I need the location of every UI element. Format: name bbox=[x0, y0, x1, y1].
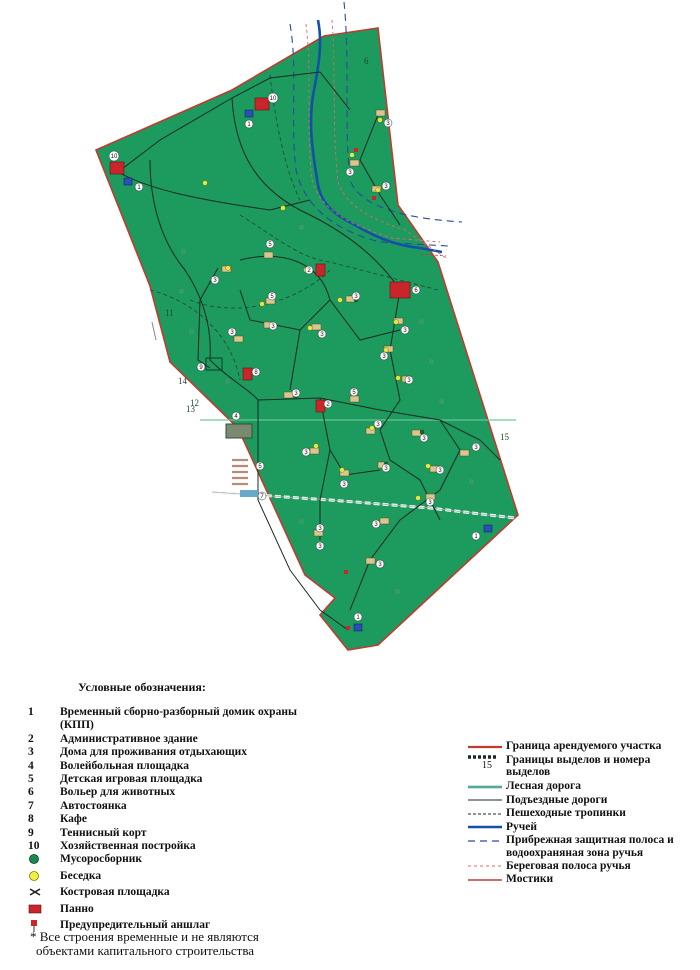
gazebo-dot bbox=[370, 426, 375, 431]
label-badge bbox=[350, 388, 358, 396]
legend-line-item: 15 Границы выделов и номера выделов bbox=[468, 754, 693, 780]
svg-text:3: 3 bbox=[354, 294, 358, 300]
access-road-icon bbox=[468, 797, 502, 803]
svg-text:3: 3 bbox=[474, 445, 478, 451]
guest-house bbox=[350, 396, 359, 402]
label-badge bbox=[316, 524, 324, 532]
forest-road-icon bbox=[468, 784, 502, 790]
gazebo-dot bbox=[340, 468, 345, 473]
legend-line-item: Береговая полоса ручья bbox=[468, 860, 693, 873]
legend-item: Предупредительный аншлаг bbox=[22, 919, 312, 937]
svg-text:3: 3 bbox=[422, 436, 426, 442]
legend-numbered-list bbox=[22, 706, 312, 938]
legend-lines-list bbox=[468, 740, 693, 887]
label-badge bbox=[382, 464, 390, 472]
svg-text:3: 3 bbox=[320, 332, 324, 338]
warning-sign-marker bbox=[354, 148, 358, 152]
utility-building bbox=[110, 162, 124, 174]
parking-lot bbox=[240, 490, 258, 497]
label-badge bbox=[292, 389, 300, 397]
bridge-icon bbox=[468, 877, 502, 883]
label-badge bbox=[268, 292, 276, 300]
label-badge bbox=[426, 498, 434, 506]
label-badge bbox=[232, 412, 240, 420]
label-badge bbox=[109, 151, 119, 161]
legend-item: Мусоросборник bbox=[22, 853, 312, 869]
svg-text:3: 3 bbox=[407, 378, 411, 384]
warning-sign-marker bbox=[344, 570, 348, 574]
admin-building bbox=[316, 400, 325, 412]
section-number: 13 bbox=[186, 404, 195, 414]
legend-line-item: Прибрежная защитная полоса и водоохраняная зона ручья bbox=[468, 834, 693, 859]
section-number: 6 bbox=[364, 56, 369, 66]
label-badge bbox=[324, 400, 332, 408]
leased-area-boundary bbox=[96, 28, 518, 650]
admin-building bbox=[316, 264, 325, 276]
svg-text:6: 6 bbox=[414, 288, 418, 294]
label-badge bbox=[245, 120, 253, 128]
label-badge bbox=[376, 560, 384, 568]
volleyball-court bbox=[226, 424, 252, 438]
svg-text:3: 3 bbox=[428, 500, 432, 506]
svg-text:3: 3 bbox=[374, 522, 378, 528]
label-badge bbox=[252, 368, 260, 376]
svg-text:5: 5 bbox=[352, 390, 356, 396]
label-badge bbox=[420, 434, 428, 442]
campfire-icon bbox=[28, 886, 42, 898]
legend-item: Костровая площадка bbox=[22, 886, 312, 902]
gazebo-dot bbox=[376, 188, 381, 193]
gazebo-dot bbox=[226, 266, 231, 271]
guest-house bbox=[264, 252, 273, 258]
footnote: * Все строения временные и не являются объектами капитального строительства bbox=[30, 929, 259, 958]
label-badge bbox=[340, 480, 348, 488]
svg-text:3: 3 bbox=[342, 482, 346, 488]
guard-house bbox=[245, 110, 253, 117]
legend-item: 2 Административное здание bbox=[28, 732, 198, 745]
svg-text:3: 3 bbox=[376, 422, 380, 428]
legend-title: Условные обозначения: bbox=[78, 680, 206, 694]
shore-strip-icon bbox=[468, 863, 502, 869]
label-badge bbox=[302, 448, 310, 456]
warning-sign-marker bbox=[346, 626, 350, 630]
protection-zone-icon bbox=[468, 838, 502, 844]
label-badge bbox=[374, 420, 382, 428]
legend-item: 1 Временный сборно-разборный домик охраны (КПП) bbox=[28, 706, 297, 732]
legend-line-item: Мостики bbox=[468, 873, 693, 886]
section-number: 11 bbox=[165, 308, 174, 318]
svg-text:3: 3 bbox=[378, 562, 382, 568]
svg-text:1: 1 bbox=[137, 185, 141, 191]
svg-text:1: 1 bbox=[474, 534, 478, 540]
label-badge bbox=[405, 376, 413, 384]
label-badge bbox=[472, 443, 480, 451]
section-number: 12 bbox=[190, 398, 199, 408]
gazebo-dot bbox=[314, 444, 319, 449]
legend-item: 9 Теннисный корт bbox=[28, 826, 147, 839]
svg-text:3: 3 bbox=[384, 184, 388, 190]
stream-icon bbox=[468, 824, 502, 830]
label-badge bbox=[412, 286, 420, 294]
legend-item: 10 Хозяйственная постройка bbox=[28, 840, 196, 853]
boundary-line-icon bbox=[468, 744, 502, 750]
guard-house bbox=[124, 178, 132, 185]
gazebo-dot bbox=[394, 320, 399, 325]
svg-text:10: 10 bbox=[110, 154, 118, 160]
section-number: 14 bbox=[178, 376, 187, 386]
gazebo-dot bbox=[260, 302, 265, 307]
label-badge bbox=[197, 363, 205, 371]
footpath-icon bbox=[468, 811, 502, 817]
section-number: 15 bbox=[500, 432, 509, 442]
guest-house bbox=[460, 450, 469, 456]
svg-text:5: 5 bbox=[270, 294, 274, 300]
svg-text:3: 3 bbox=[438, 468, 442, 474]
guard-house bbox=[354, 624, 362, 631]
label-badge bbox=[269, 322, 277, 330]
svg-text:3: 3 bbox=[318, 544, 322, 550]
warning-sign-marker bbox=[372, 196, 376, 200]
label-badge bbox=[352, 292, 360, 300]
label-badge bbox=[372, 520, 380, 528]
legend-line-item: Подъездные дороги bbox=[468, 794, 693, 807]
gazebo-dot bbox=[350, 153, 355, 158]
label-badge bbox=[380, 352, 388, 360]
svg-text:3: 3 bbox=[213, 278, 217, 284]
legend-item: 6 Вольер для животных bbox=[28, 786, 176, 799]
svg-text:8: 8 bbox=[254, 370, 258, 376]
gazebo-dot bbox=[426, 464, 431, 469]
legend-item: 8 Кафе bbox=[28, 813, 87, 826]
svg-text:7: 7 bbox=[260, 494, 264, 500]
trash-bin-dot bbox=[420, 430, 424, 434]
guest-house bbox=[234, 336, 243, 342]
svg-text:2: 2 bbox=[326, 402, 330, 408]
legend-item: 5 Детская игровая площадка bbox=[28, 773, 203, 786]
guest-house bbox=[376, 110, 385, 116]
guard-house bbox=[484, 525, 492, 532]
svg-text:3: 3 bbox=[304, 450, 308, 456]
label-badge bbox=[266, 240, 274, 248]
svg-text:3: 3 bbox=[386, 121, 390, 127]
label-badge bbox=[305, 266, 313, 274]
legend-line-item: Пешеходные тропинки bbox=[468, 807, 693, 820]
svg-text:3: 3 bbox=[382, 354, 386, 360]
label-badge bbox=[436, 466, 444, 474]
label-badge bbox=[228, 328, 236, 336]
svg-text:3: 3 bbox=[271, 324, 275, 330]
svg-text:1: 1 bbox=[247, 122, 251, 128]
svg-text:4: 4 bbox=[234, 414, 238, 420]
label-badge bbox=[318, 330, 326, 338]
svg-text:1: 1 bbox=[356, 615, 360, 621]
label-badge bbox=[354, 613, 362, 621]
svg-text:5: 5 bbox=[258, 464, 262, 470]
guest-house bbox=[284, 392, 293, 398]
label-badge bbox=[256, 462, 264, 470]
gazebo-dot bbox=[281, 206, 286, 211]
guest-house bbox=[366, 558, 375, 564]
label-badge bbox=[384, 119, 392, 127]
svg-text:9: 9 bbox=[199, 365, 203, 371]
cafe-building bbox=[243, 368, 252, 380]
svg-text:3: 3 bbox=[348, 170, 352, 176]
gazebo-icon bbox=[28, 870, 40, 882]
gazebo-dot bbox=[396, 376, 401, 381]
svg-text:2: 2 bbox=[307, 268, 311, 274]
gazebo-dot bbox=[416, 496, 421, 501]
legend-item: 4 Волейбольная площадка bbox=[28, 759, 189, 772]
legend-item: Беседка bbox=[22, 870, 312, 886]
label-badge bbox=[472, 532, 480, 540]
guest-house bbox=[312, 324, 321, 330]
gazebo-dot bbox=[203, 181, 208, 186]
svg-text:3: 3 bbox=[230, 330, 234, 336]
guest-house bbox=[412, 430, 421, 436]
gazebo-dot bbox=[338, 298, 343, 303]
guest-house bbox=[350, 160, 359, 166]
admin-building bbox=[255, 98, 269, 110]
legend-line-item: Граница арендуемого участка bbox=[468, 740, 693, 753]
animal-enclosure bbox=[390, 282, 410, 298]
trash-bin-icon bbox=[28, 853, 40, 865]
svg-text:3: 3 bbox=[384, 466, 388, 472]
label-badge bbox=[258, 492, 266, 500]
playground bbox=[232, 460, 248, 484]
gazebo-dot bbox=[384, 348, 389, 353]
label-badge bbox=[346, 168, 354, 176]
svg-text:3: 3 bbox=[294, 391, 298, 397]
legend-line-item: Лесная дорога bbox=[468, 780, 693, 793]
label-badge bbox=[401, 326, 409, 334]
svg-text:3: 3 bbox=[403, 328, 407, 334]
svg-text:3: 3 bbox=[318, 526, 322, 532]
svg-text:5: 5 bbox=[268, 242, 272, 248]
label-badge bbox=[135, 183, 143, 191]
guest-house bbox=[380, 518, 389, 524]
legend-item: 3 Дома для проживания отдыхающих bbox=[28, 746, 248, 759]
gazebo-dot bbox=[378, 118, 383, 123]
dash-fragment bbox=[152, 322, 156, 340]
legend-line-item: Ручей bbox=[468, 821, 693, 834]
label-badge bbox=[316, 542, 324, 550]
gazebo-dot bbox=[308, 326, 313, 331]
legend-item: Панно bbox=[22, 903, 312, 919]
label-badge bbox=[211, 276, 219, 284]
label-badge bbox=[268, 93, 278, 103]
label-badge bbox=[382, 182, 390, 190]
svg-text:10: 10 bbox=[269, 96, 277, 102]
guest-house bbox=[310, 448, 319, 454]
legend-item: 7 Автостоянка bbox=[28, 799, 127, 812]
panel-icon bbox=[28, 903, 42, 915]
